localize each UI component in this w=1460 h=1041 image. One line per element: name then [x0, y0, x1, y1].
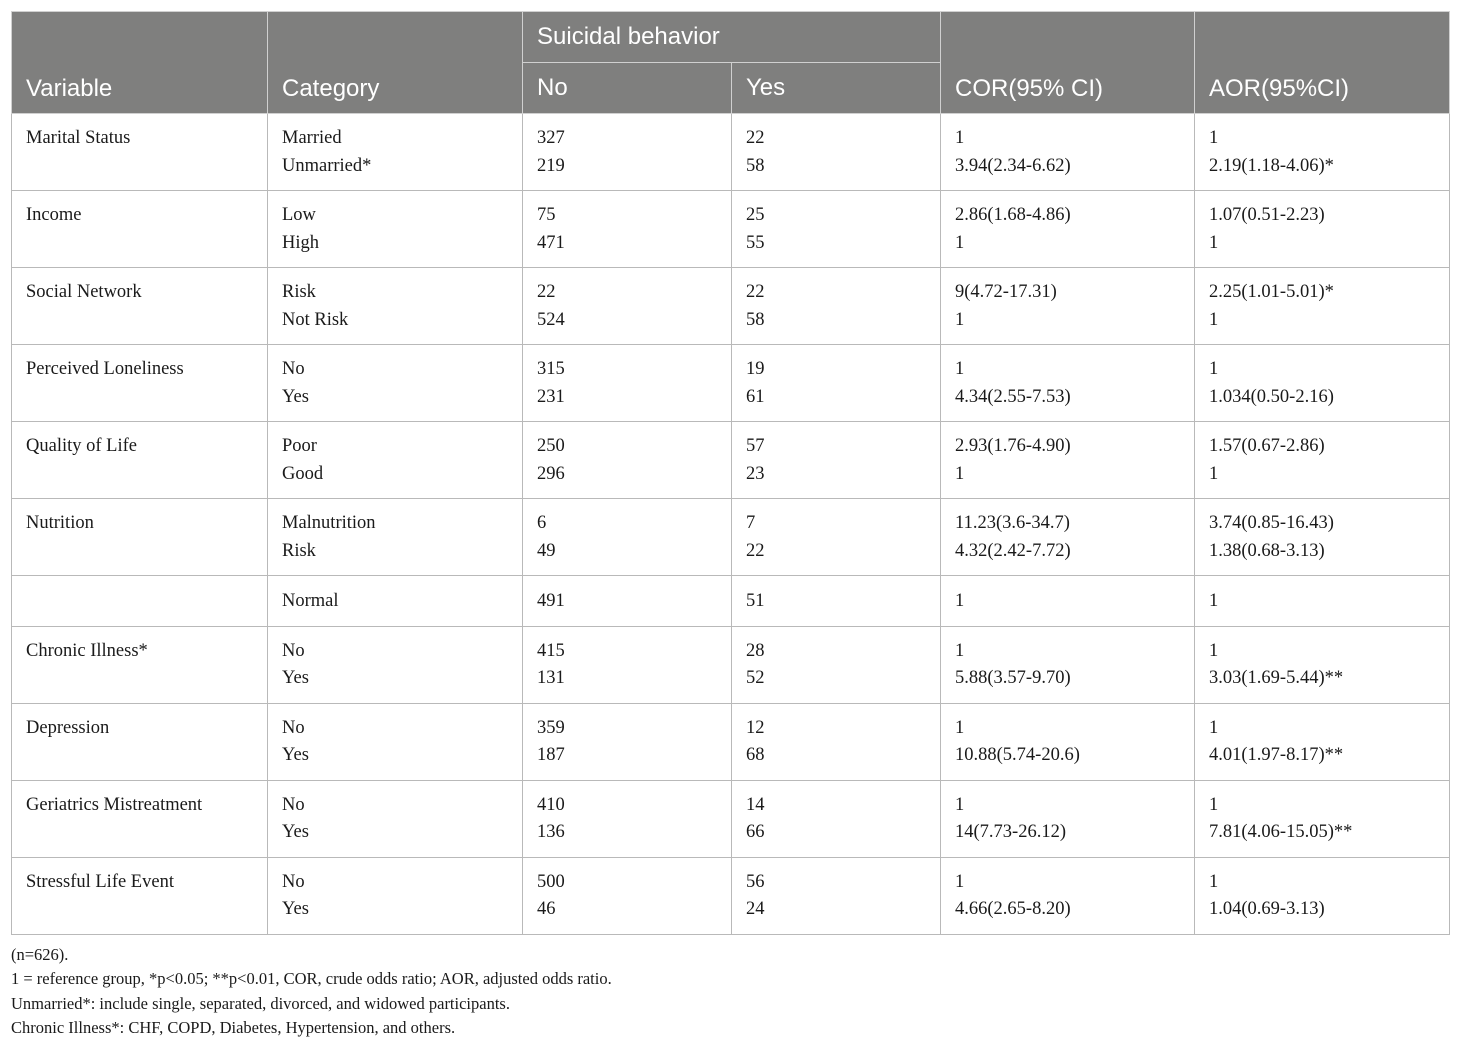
- cell-line: Not Risk: [282, 309, 349, 330]
- table-row: [12, 422, 1450, 499]
- cell-line: 1: [955, 232, 965, 253]
- cell-line: 359: [537, 717, 565, 738]
- footnote-line: Unmarried*: include single, separated, divorced, and widowed participants.: [11, 993, 510, 1013]
- cell-category: [268, 499, 523, 576]
- cell-cor: [941, 626, 1195, 703]
- cell-line: 22: [746, 282, 765, 302]
- cell-variable: Geriatrics Mistreatment: [12, 780, 268, 857]
- cell-line: 3.03(1.69-5.44)**: [1209, 668, 1344, 688]
- cell-yes: [732, 499, 941, 576]
- cell-line: 1: [955, 871, 965, 892]
- cell-line: 1: [955, 640, 965, 661]
- cell-cor: [941, 780, 1195, 857]
- cell-cor: [941, 703, 1195, 780]
- cell-yes: [732, 626, 941, 703]
- cell-variable: Social Network: [12, 268, 268, 345]
- header-category: Category: [268, 12, 523, 114]
- cell-line: Normal: [282, 591, 339, 611]
- table-row: [12, 499, 1450, 576]
- table-footnotes: [11, 943, 1449, 1041]
- cell-line: 19: [746, 359, 765, 379]
- cell-line: Yes: [282, 822, 309, 842]
- cell-no: [523, 191, 732, 268]
- cell-aor: [1195, 422, 1450, 499]
- cell-yes: [732, 422, 941, 499]
- cell-line: 1: [955, 591, 965, 611]
- cell-variable: Perceived Loneliness: [12, 345, 268, 422]
- header-no: No: [523, 63, 732, 114]
- cell-no: [523, 499, 732, 576]
- cell-line: 1: [955, 359, 965, 379]
- cell-line: Married: [282, 128, 342, 148]
- cell-line: 4.34(2.55-7.53): [955, 386, 1071, 407]
- cell-line: 1: [1209, 463, 1219, 484]
- cell-line: Risk: [282, 540, 316, 561]
- cell-line: 187: [537, 745, 565, 765]
- cell-line: 3.94(2.34-6.62): [955, 155, 1071, 176]
- cell-line: 52: [746, 668, 765, 688]
- cell-line: 58: [746, 155, 765, 176]
- cell-line: 1: [955, 794, 965, 815]
- cell-line: 315: [537, 359, 565, 379]
- cell-variable: Depression: [12, 703, 268, 780]
- cell-category: [268, 626, 523, 703]
- cell-cor: [941, 345, 1195, 422]
- table-row: [12, 345, 1450, 422]
- cell-variable: Quality of Life: [12, 422, 268, 499]
- cell-line: 57: [746, 436, 765, 456]
- table-row: [12, 626, 1450, 703]
- cell-line: 22: [746, 540, 765, 561]
- cell-line: 1: [1209, 717, 1219, 738]
- cell-line: 1: [1209, 232, 1219, 253]
- footnote-line: Chronic Illness*: CHF, COPD, Diabetes, Hypertension, and others.: [11, 1018, 456, 1037]
- cell-line: Yes: [282, 745, 309, 765]
- header-variable: Variable: [12, 12, 268, 114]
- cell-line: No: [282, 871, 305, 892]
- cell-line: 24: [746, 899, 765, 919]
- cell-line: Yes: [282, 386, 309, 407]
- cell-line: 2.25(1.01-5.01)*: [1209, 282, 1334, 302]
- cell-line: 131: [537, 668, 565, 688]
- cell-line: 6: [537, 513, 547, 533]
- cell-line: 5.88(3.57-9.70): [955, 668, 1071, 688]
- cell-variable: [12, 576, 268, 627]
- cell-line: 1.38(0.68-3.13): [1209, 540, 1325, 561]
- cell-variable: Marital Status: [12, 114, 268, 191]
- cell-line: Good: [282, 463, 324, 484]
- cell-line: 14: [746, 794, 765, 815]
- cell-no: [523, 780, 732, 857]
- cell-line: 1: [1209, 871, 1219, 892]
- cell-line: 327: [537, 128, 565, 148]
- cell-cor: [941, 576, 1195, 627]
- cell-aor: [1195, 703, 1450, 780]
- cell-aor: [1195, 576, 1450, 627]
- table-row: [12, 114, 1450, 191]
- cell-line: 250: [537, 436, 565, 456]
- header-cor: COR(95% CI): [941, 12, 1195, 114]
- footnote-line: 1 = reference group, *p<0.05; **p<0.01, COR, crude odds ratio; AOR, adjusted odds ratio.: [11, 969, 612, 988]
- cell-variable: Chronic Illness*: [12, 626, 268, 703]
- cell-yes: [732, 191, 941, 268]
- cell-line: 1.07(0.51-2.23): [1209, 205, 1325, 225]
- cell-category: [268, 422, 523, 499]
- cell-line: 1: [1209, 309, 1219, 330]
- cell-line: 2.19(1.18-4.06)*: [1209, 155, 1334, 176]
- cell-aor: [1195, 268, 1450, 345]
- cell-line: 46: [537, 899, 556, 919]
- cell-line: Yes: [282, 668, 309, 688]
- cell-yes: [732, 703, 941, 780]
- cell-line: 524: [537, 309, 565, 330]
- cell-line: Low: [282, 205, 316, 225]
- cell-no: [523, 114, 732, 191]
- cell-yes: [732, 268, 941, 345]
- cell-category: [268, 114, 523, 191]
- cell-line: 2.93(1.76-4.90): [955, 436, 1071, 456]
- cell-variable: Nutrition: [12, 499, 268, 576]
- cell-variable: Stressful Life Event: [12, 857, 268, 934]
- cell-line: 500: [537, 871, 565, 892]
- cell-line: 10.88(5.74-20.6): [955, 745, 1080, 765]
- cell-yes: [732, 345, 941, 422]
- table-row: [12, 780, 1450, 857]
- cell-line: 1: [1209, 640, 1219, 661]
- cell-line: 410: [537, 794, 565, 815]
- cell-aor: [1195, 626, 1450, 703]
- cell-line: 55: [746, 232, 765, 253]
- cell-line: 51: [746, 591, 765, 611]
- cell-line: 1: [955, 309, 965, 330]
- cell-line: 4.01(1.97-8.17)**: [1209, 745, 1344, 765]
- cell-line: 12: [746, 717, 765, 738]
- cell-category: [268, 857, 523, 934]
- cell-line: No: [282, 359, 305, 379]
- table-row: [12, 703, 1450, 780]
- cell-line: 219: [537, 155, 565, 176]
- cell-line: 7: [746, 513, 756, 533]
- cell-line: 75: [537, 205, 556, 225]
- cell-line: 4.66(2.65-8.20): [955, 899, 1071, 919]
- cell-yes: [732, 576, 941, 627]
- cell-line: 415: [537, 640, 565, 661]
- cell-no: [523, 268, 732, 345]
- results-table: [11, 11, 1450, 935]
- cell-line: 14(7.73-26.12): [955, 822, 1066, 842]
- cell-category: [268, 703, 523, 780]
- cell-line: 136: [537, 822, 565, 842]
- cell-aor: [1195, 114, 1450, 191]
- cell-line: 2.86(1.68-4.86): [955, 205, 1071, 225]
- cell-cor: [941, 499, 1195, 576]
- cell-no: [523, 857, 732, 934]
- cell-line: 22: [537, 282, 556, 302]
- cell-line: 296: [537, 463, 565, 484]
- cell-no: [523, 626, 732, 703]
- cell-line: 1: [955, 128, 965, 148]
- header-aor: AOR(95%CI): [1195, 12, 1450, 114]
- cell-line: 66: [746, 822, 765, 842]
- cell-line: 4.32(2.42-7.72): [955, 540, 1071, 561]
- cell-variable: Income: [12, 191, 268, 268]
- cell-line: 25: [746, 205, 765, 225]
- cell-line: 1: [1209, 591, 1219, 611]
- table-body: [12, 114, 1450, 935]
- cell-line: 7.81(4.06-15.05)**: [1209, 822, 1353, 842]
- cell-line: 9(4.72-17.31): [955, 282, 1057, 302]
- cell-category: [268, 268, 523, 345]
- cell-line: High: [282, 232, 319, 253]
- table-row: [12, 268, 1450, 345]
- cell-line: 58: [746, 309, 765, 330]
- cell-line: 22: [746, 128, 765, 148]
- cell-line: No: [282, 717, 305, 738]
- cell-line: Poor: [282, 436, 317, 456]
- cell-cor: [941, 268, 1195, 345]
- cell-line: 491: [537, 591, 565, 611]
- cell-cor: [941, 422, 1195, 499]
- cell-aor: [1195, 191, 1450, 268]
- cell-line: 471: [537, 232, 565, 253]
- table-row: [12, 576, 1450, 627]
- cell-line: No: [282, 794, 305, 815]
- cell-yes: [732, 114, 941, 191]
- table-header: [12, 12, 1450, 114]
- cell-aor: [1195, 345, 1450, 422]
- cell-line: 56: [746, 871, 765, 892]
- cell-cor: [941, 857, 1195, 934]
- cell-no: [523, 345, 732, 422]
- header-suicidal-behavior: Suicidal behavior: [523, 12, 941, 63]
- cell-line: 68: [746, 745, 765, 765]
- cell-line: 1: [1209, 794, 1219, 815]
- cell-no: [523, 422, 732, 499]
- cell-line: 23: [746, 463, 765, 484]
- table-row: [12, 857, 1450, 934]
- cell-category: [268, 191, 523, 268]
- cell-line: 49: [537, 540, 556, 561]
- cell-line: 28: [746, 640, 765, 661]
- cell-line: No: [282, 640, 305, 661]
- cell-line: 1.034(0.50-2.16): [1209, 386, 1334, 407]
- table-container: [11, 11, 1449, 1041]
- cell-line: 1.04(0.69-3.13): [1209, 899, 1325, 919]
- cell-line: 1.57(0.67-2.86): [1209, 436, 1325, 456]
- cell-aor: [1195, 857, 1450, 934]
- cell-line: 11.23(3.6-34.7): [955, 513, 1070, 533]
- cell-category: [268, 780, 523, 857]
- cell-aor: [1195, 499, 1450, 576]
- cell-aor: [1195, 780, 1450, 857]
- cell-line: Yes: [282, 899, 309, 919]
- footnote-line: (n=626).: [11, 944, 69, 964]
- cell-line: Unmarried*: [282, 155, 372, 176]
- cell-line: Malnutrition: [282, 513, 376, 533]
- cell-line: 61: [746, 386, 765, 407]
- cell-no: [523, 576, 732, 627]
- cell-category: [268, 345, 523, 422]
- header-yes: Yes: [732, 63, 941, 114]
- cell-yes: [732, 780, 941, 857]
- cell-line: Risk: [282, 282, 316, 302]
- cell-category: [268, 576, 523, 627]
- table-row: [12, 191, 1450, 268]
- cell-yes: [732, 857, 941, 934]
- cell-line: 1: [1209, 359, 1219, 379]
- cell-cor: [941, 114, 1195, 191]
- cell-line: 1: [1209, 128, 1219, 148]
- cell-line: 231: [537, 386, 565, 407]
- cell-line: 3.74(0.85-16.43): [1209, 513, 1334, 533]
- cell-line: 1: [955, 463, 965, 484]
- cell-no: [523, 703, 732, 780]
- cell-line: 1: [955, 717, 965, 738]
- cell-cor: [941, 191, 1195, 268]
